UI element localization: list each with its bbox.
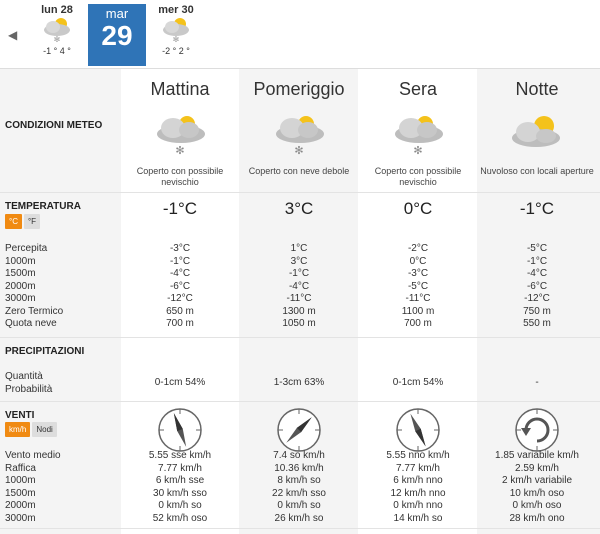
wind-values	[359, 450, 477, 525]
temperature-values	[121, 243, 239, 331]
temperature-value: 1°C	[290, 243, 308, 254]
precipitation-value: -	[535, 377, 539, 388]
temperature-value: -3°C	[407, 268, 429, 279]
wind-value: 10 km/h oso	[509, 487, 565, 499]
wind-values	[121, 450, 239, 525]
day-temps: -1 ° 4 °	[43, 46, 71, 56]
wind-value: 22 km/h sso	[272, 487, 326, 499]
wind-value: 7.77 km/h	[396, 462, 440, 474]
wind-compass	[359, 406, 477, 454]
row-label: 1000m	[5, 475, 36, 486]
wind-compass	[121, 406, 239, 454]
wind-value: 26 km/h so	[274, 512, 324, 524]
wind-value: 28 km/h ono	[509, 512, 565, 524]
wind-compass	[240, 406, 358, 454]
row-label: Probabilità	[5, 383, 53, 395]
temperature-value: -12°C	[524, 293, 550, 304]
condition-icon	[121, 112, 239, 156]
condition-icon	[359, 112, 477, 156]
row-label: Zero Termico	[5, 305, 64, 317]
condition-icon	[478, 112, 596, 156]
condition-icon	[240, 112, 358, 156]
wind-value: 14 km/h so	[393, 512, 443, 524]
day-mar-29[interactable]	[88, 4, 146, 66]
row-label: 1500m	[5, 487, 36, 499]
row-label: 2000m	[5, 280, 36, 292]
cloud-snow-icon	[151, 112, 209, 156]
svg-text:✻: ✻	[294, 145, 304, 156]
wind-value: 52 km/h oso	[152, 512, 208, 524]
wind-value: 6 km/h sse	[155, 475, 205, 486]
wind-value: 12 km/h nno	[390, 487, 446, 499]
temperature-value: 1100 m	[401, 305, 435, 317]
wind-values	[240, 450, 358, 525]
wind-compass	[478, 406, 596, 454]
temperature-value: -5°C	[407, 280, 429, 292]
temperature-value: -4°C	[288, 280, 310, 292]
wind-value: 7.77 km/h	[158, 462, 202, 474]
day-selector	[0, 0, 600, 68]
temperature-values	[359, 243, 477, 331]
kmh-button[interactable]: km/h	[5, 422, 30, 437]
day-lun-28[interactable]	[27, 4, 87, 56]
temperature-value: 1050 m	[282, 318, 316, 329]
condition-description: Coperto con possibile nevischio	[374, 166, 462, 187]
temperature-value: -6°C	[169, 280, 191, 292]
row-label: Quantità	[5, 371, 43, 382]
wind-compass-icon	[275, 406, 323, 454]
divider	[0, 401, 600, 402]
celsius-button[interactable]: °C	[5, 214, 22, 229]
wind-value: 0 km/h nno	[393, 500, 443, 511]
precipitation-value: 0-1cm 54%	[154, 377, 206, 388]
svg-text:✻: ✻	[413, 145, 423, 156]
wind-value: 8 km/h so	[277, 475, 321, 486]
wind-values	[478, 450, 596, 525]
wind-compass-icon	[156, 406, 204, 454]
wind-unit-toggle	[5, 422, 57, 437]
temperature-value: 700 m	[166, 318, 194, 329]
wind-value: 1.85 variabile km/h	[495, 450, 579, 461]
divider	[0, 528, 600, 529]
row-label: 1500m	[5, 268, 36, 279]
wind-value: 2 km/h variabile	[501, 475, 573, 486]
period-title: Pomeriggio	[253, 79, 345, 99]
condition-description: Coperto con possibile nevischio	[136, 166, 224, 187]
wind-value: 0 km/h so	[277, 500, 321, 511]
sun-cloud-icon	[508, 112, 566, 156]
temperature-values	[240, 243, 358, 331]
knots-button[interactable]: Nodi	[32, 422, 56, 437]
temperature-value: 650 m	[166, 305, 194, 317]
temperature-value: 700 m	[404, 318, 432, 329]
period-title: Notte	[515, 79, 559, 99]
cloud-snow-icon	[39, 16, 75, 44]
temperature-value: -4°C	[169, 268, 191, 279]
precipitation-row-labels	[5, 371, 52, 396]
temperature-value: -11°C	[405, 293, 431, 304]
svg-text:✻: ✻	[53, 35, 61, 44]
wind-compass-icon	[394, 406, 442, 454]
divider	[0, 337, 600, 338]
row-label: 3000m	[5, 512, 36, 524]
row-label: Quota neve	[5, 318, 57, 329]
period-title: Mattina	[150, 79, 210, 99]
temperature-value: 550 m	[523, 318, 551, 329]
temperature-value: -11°C	[286, 293, 312, 304]
wind-row-labels	[5, 450, 61, 525]
day-name: mer 30	[158, 4, 194, 16]
row-label: 3000m	[5, 293, 36, 304]
cloud-snow-icon	[389, 112, 447, 156]
row-label: 1000m	[5, 255, 36, 267]
temperature-value: -2°C	[407, 243, 429, 254]
temperature-value: 750 m	[523, 305, 551, 317]
main-temperature: -1°C	[519, 199, 555, 218]
wind-value: 2.59 km/h	[515, 462, 559, 474]
temperature-value: 0°C	[409, 255, 427, 267]
day-temps: -2 ° 2 °	[162, 46, 190, 56]
temperature-value: -3°C	[169, 243, 191, 254]
row-label: 2000m	[5, 500, 36, 511]
temperature-value: -6°C	[526, 280, 548, 292]
main-temperature: -1°C	[162, 199, 198, 218]
section-conditions: CONDIZIONI METEO	[5, 120, 103, 131]
main-temperature: 0°C	[403, 199, 433, 218]
period-title: Sera	[398, 79, 438, 99]
temperature-value: -5°C	[526, 243, 548, 254]
temperature-value: -1°C	[526, 255, 548, 267]
row-label: Vento medio	[5, 450, 61, 461]
temp-unit-toggle	[5, 214, 40, 229]
row-label: Raffica	[5, 462, 36, 474]
fahrenheit-button[interactable]: °F	[24, 214, 40, 229]
wind-value: 5.55 sse km/h	[148, 450, 212, 461]
wind-value: 0 km/h so	[158, 500, 202, 511]
temperature-row-labels	[5, 243, 63, 331]
section-temperature: TEMPERATURA	[5, 201, 81, 212]
condition-description: Nuvoloso con locali aperture	[480, 166, 594, 176]
divider	[0, 192, 600, 193]
section-wind: VENTI	[5, 410, 35, 421]
precipitation-value: 1-3cm 63%	[273, 377, 325, 388]
prev-arrow-icon[interactable]: ◀	[8, 28, 18, 42]
svg-text:✻: ✻	[175, 145, 185, 156]
temperature-value: -12°C	[167, 293, 193, 304]
temperature-value: -4°C	[526, 268, 548, 279]
wind-value: 0 km/h oso	[512, 500, 562, 511]
wind-value: 30 km/h sso	[153, 487, 207, 499]
day-mer-30[interactable]	[146, 4, 206, 56]
row-label: Percepita	[5, 243, 48, 254]
svg-text:✻: ✻	[172, 35, 180, 44]
wind-value: 7.4 so km/h	[273, 450, 325, 461]
day-number: 29	[101, 20, 133, 51]
cloud-snow-icon	[158, 16, 194, 44]
wind-value: 6 km/h nno	[393, 475, 443, 486]
condition-description: Coperto con neve debole	[248, 166, 350, 176]
temperature-value: 1300 m	[282, 305, 316, 317]
temperature-value: 3°C	[290, 255, 308, 267]
cloud-snow-icon	[270, 112, 328, 156]
day-name: lun 28	[41, 4, 73, 16]
main-temperature: 3°C	[284, 199, 314, 218]
temperature-value: -1°C	[169, 255, 191, 267]
day-name: mar	[105, 6, 129, 21]
wind-value: 10.36 km/h	[274, 462, 324, 474]
temperature-values	[478, 243, 596, 331]
precipitation-value: 0-1cm 54%	[392, 377, 444, 388]
section-precipitation: PRECIPITAZIONI	[5, 346, 85, 357]
wind-value: 5.55 nno km/h	[386, 450, 450, 461]
wind-compass-icon	[513, 406, 561, 454]
temperature-value: -1°C	[288, 268, 310, 279]
